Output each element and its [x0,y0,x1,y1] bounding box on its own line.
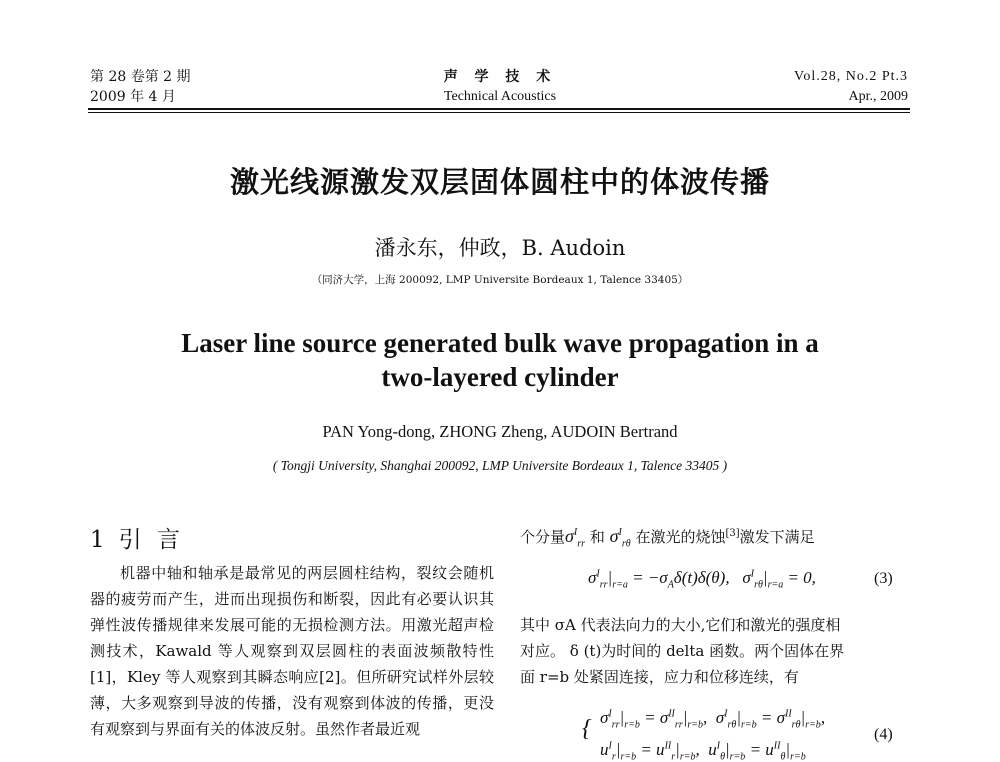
header-rule-thick [88,108,910,110]
paper-title-en [0,326,1000,394]
paper-title-en-line1: Laser line source generated bulk wave propagation in a [181,328,819,358]
header-volume: 第 28 卷第 2 期 [90,69,191,85]
header-date: 2009 年 4 月 [90,89,176,105]
right-where-line3: 面 r=b 处紧固连接，应力和位移连续，有 [520,668,799,686]
right-intro-line [520,520,910,558]
equation-4-brace: { [582,716,592,742]
right-intro-and: 和 [589,528,605,546]
intro-paragraph [90,560,494,742]
header-journal-en: Technical Acoustics [443,89,557,104]
right-intro-suffix: 在激光的烧蚀 [635,528,726,546]
section-title: 引 言 [118,527,180,553]
header-journal-cn: 声 学 技 术 [443,69,557,85]
reference-3: [3] [725,528,740,539]
equation-4-line2: $u^I_r|_{r=b} = u^{II}_r|_{r=b}$, $u^I_\theta|_{r=b} = u^{II}_\theta|_{r=b}$ [600,740,806,762]
affiliation-en: ( Tongji University, Shanghai 200092, LMP Universite Bordeaux 1, Talence 33405 ) [272,458,728,473]
affiliation-cn: （同济大学，上海 200092, LMP Universite Bordeaux 1, Talence 33405） [311,274,689,286]
right-where-line2: 对应。 δ (t)为时间的 delta 函数。两个固体在界 [520,642,845,660]
header-rule-thin [88,112,910,113]
paper-title-en-line2: two-layered cylinder [381,362,619,392]
header-issue: Vol.28, No.2 Pt.3 [794,69,908,84]
sigma-rtheta-symbol: $\sigma^I_{r\theta}$ [609,526,631,550]
right-intro-prefix: 个分量 [520,528,566,546]
equation-3-number: (3) [874,570,893,587]
sigma-rr-symbol: $\sigma^I_{rr}$ [565,526,586,550]
equation-4-line1: $\sigma^I_{rr}|_{r=b} = \sigma^{II}_{rr}|_{r=b}$, $\sigma^I_{r\theta}|_{r=b} = \sigma^{II}_{r\theta}|_{r=b}$, [600,708,826,731]
authors-cn: 潘永东，仲政，B. Audoin [374,236,626,260]
right-intro-end: 激发下满足 [739,528,815,546]
authors-en: PAN Yong-dong, ZHONG Zheng, AUDOIN Bertrand [322,422,678,441]
section-heading [90,521,194,554]
equation-3: $\sigma^I_{rr}|_{r=a} = -\sigma_A\delta(t)\delta(\theta)$, $\sigma^I_{r\theta}|_{r=a} = 0$, [588,568,816,591]
section-number: 1 [90,527,105,553]
paper-title-cn: 激光线源激发双层固体圆柱中的体波传播 [229,165,770,199]
intro-paragraph-text: 机器中轴和轴承是最常见的两层圆柱结构，裂纹会随机器的疲劳而产生，进而出现损伤和断裂，因此有必要认识其弹性波传播规律来发展可能的无损检测方法。用激光超声检测技术，Kawald 等人观察到双层圆柱的表面波频散特性[1]，Kley 等人观察到其瞬态响应[2]。但所研究试样外层较薄，大多观察到导波的传播，没有观察到体波的传播，更没有观察到与界面有关的体波反射。虽然作者最近观 [90,564,494,738]
equation-4-number: (4) [874,726,893,743]
right-where-line1: 其中 σA 代表法向力的大小,它们和激光的强度相 [520,616,841,634]
header-issue-date: Apr., 2009 [848,89,908,104]
